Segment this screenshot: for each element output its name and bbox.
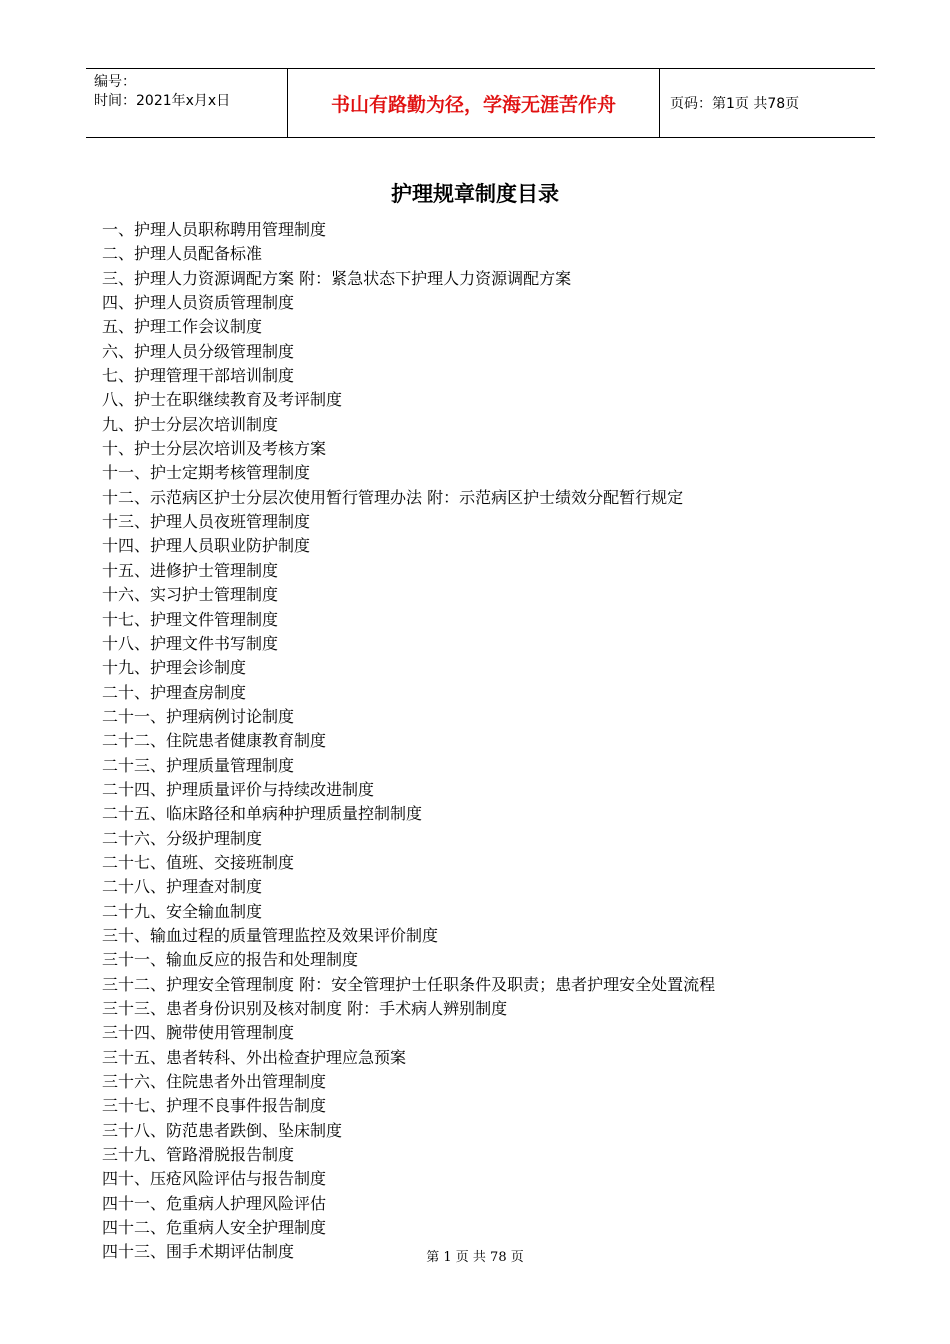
toc-item: 四十三、围手术期评估制度: [102, 1242, 295, 1262]
toc-item: 四十二、危重病人安全护理制度: [102, 1218, 327, 1238]
toc-item: 二十五、临床路径和单病种护理质量控制制度: [102, 804, 423, 824]
toc-item: 二十一、护理病例讨论制度: [102, 706, 295, 726]
toc-item: 七、护理管理干部培训制度: [102, 366, 295, 386]
toc-item: 五、护理工作会议制度: [102, 317, 263, 337]
toc-item: 十二、示范病区护士分层次使用暂行管理办法 附：示范病区护士绩效分配暂行规定: [102, 487, 684, 507]
toc-item: 三十六、住院患者外出管理制度: [102, 1072, 327, 1092]
page-title: 护理规章制度目录: [391, 182, 559, 206]
toc-item: 十一、护士定期考核管理制度: [102, 463, 311, 483]
table-of-contents: [102, 218, 715, 1265]
toc-item: 六、护理人员分级管理制度: [102, 341, 295, 361]
page-footer: 第 1 页 共 78 页: [426, 1250, 524, 1265]
toc-item: 四、护理人员资质管理制度: [102, 293, 295, 313]
toc-item: 十五、进修护士管理制度: [102, 560, 279, 580]
toc-item: 九、护士分层次培训制度: [102, 414, 279, 434]
toc-item: 二十四、护理质量评价与持续改进制度: [102, 779, 375, 799]
toc-item: 十三、护理人员夜班管理制度: [102, 512, 311, 532]
toc-item: 二十七、值班、交接班制度: [102, 852, 295, 872]
toc-item: 三十、输血过程的质量管理监控及效果评价制度: [102, 925, 439, 945]
toc-item: 四十、压疮风险评估与报告制度: [102, 1169, 327, 1189]
toc-item: 二十九、安全输血制度: [102, 901, 263, 921]
toc-item: 一、护理人员职称聘用管理制度: [102, 220, 327, 239]
toc-item: 十六、实习护士管理制度: [102, 585, 279, 605]
toc-item: 二十三、护理质量管理制度: [102, 755, 295, 775]
toc-item: 四十一、危重病人护理风险评估: [102, 1193, 327, 1213]
document-header: [86, 68, 875, 138]
header-meta: [86, 69, 287, 137]
header-page-info: 页码：第1页 共78页: [670, 96, 800, 112]
toc-item: 十八、护理文件书写制度: [102, 633, 279, 653]
toc-item: 二十八、护理查对制度: [102, 877, 263, 897]
document-number: 编号：: [94, 74, 136, 90]
toc-item: 三十一、输血反应的报告和处理制度: [102, 950, 359, 970]
header-motto: 书山有路勤为径，学海无涯苦作舟: [287, 69, 660, 137]
toc-item: 三十八、防范患者跌倒、坠床制度: [102, 1120, 343, 1140]
toc-item: 三十七、护理不良事件报告制度: [102, 1096, 327, 1116]
toc-item: 三、护理人力资源调配方案 附：紧急状态下护理人力资源调配方案: [102, 268, 572, 288]
toc-item: 十九、护理会诊制度: [102, 658, 247, 678]
toc-item: 二十二、住院患者健康教育制度: [102, 731, 327, 751]
toc-item: 三十五、患者转科、外出检查护理应急预案: [102, 1047, 407, 1067]
toc-item: 三十三、患者身份识别及核对制度 附：手术病人辨别制度: [102, 999, 508, 1018]
toc-item: 十、护士分层次培训及考核方案: [102, 439, 327, 459]
toc-item: 三十九、管路滑脱报告制度: [102, 1145, 295, 1165]
toc-item: 二十、护理查房制度: [102, 682, 247, 702]
toc-item: 三十二、护理安全管理制度 附：安全管理护士任职条件及职责；患者护理安全处置流程: [102, 974, 716, 994]
toc-item: 八、护士在职继续教育及考评制度: [102, 390, 343, 410]
toc-item: 二、护理人员配备标准: [102, 244, 263, 264]
toc-item: 十四、护理人员职业防护制度: [102, 536, 311, 556]
toc-item: 十七、护理文件管理制度: [102, 609, 279, 629]
toc-item: 三十四、腕带使用管理制度: [102, 1023, 295, 1043]
document-date: 时间：2021年x月x日: [94, 93, 231, 109]
toc-item: 二十六、分级护理制度: [102, 828, 263, 848]
